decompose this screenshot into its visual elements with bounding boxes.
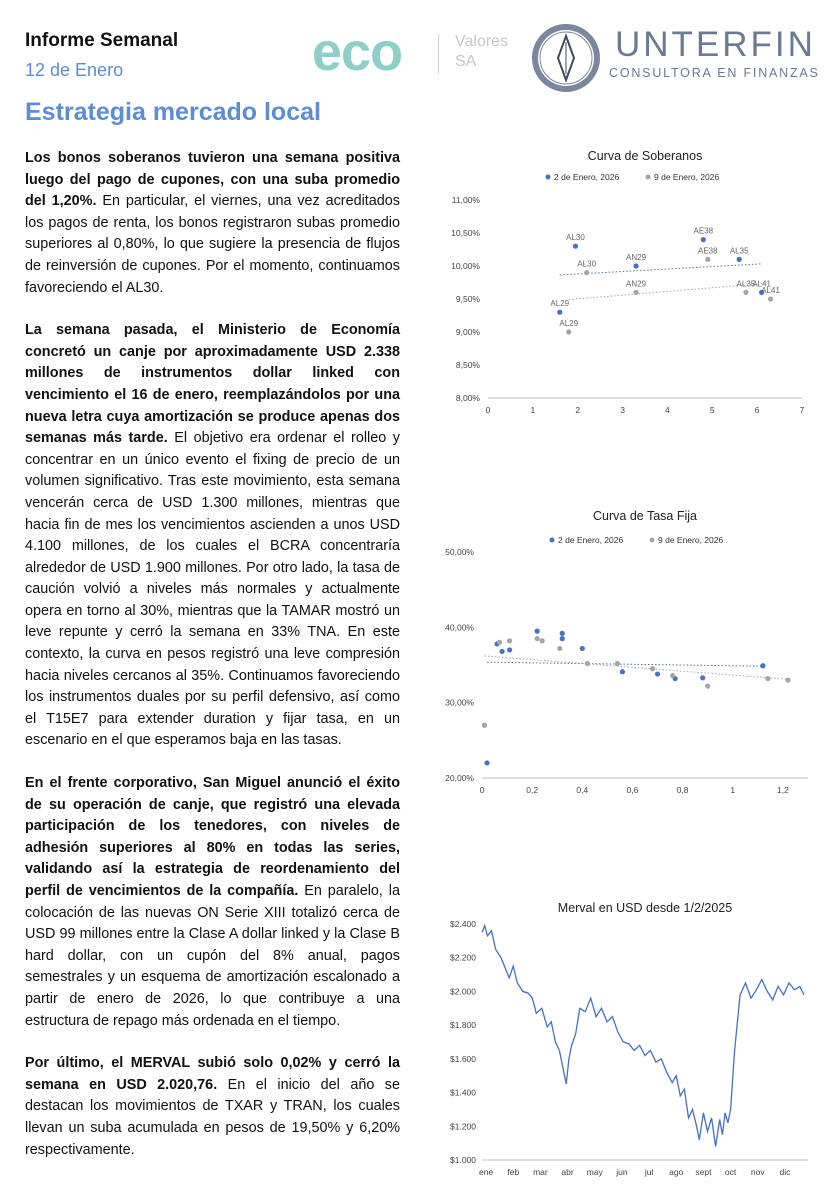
data-label: AE38 [698, 246, 718, 256]
data-point [497, 640, 502, 645]
unterfin-tagline: CONSULTORA EN FINANZAS [609, 66, 820, 80]
series-line [482, 926, 804, 1147]
y-tick-label: 40,00% [445, 622, 474, 633]
y-tick-label: $1.000 [450, 1155, 476, 1165]
data-point [585, 661, 590, 666]
x-tick-label: oct [724, 1167, 737, 1177]
data-point [620, 669, 625, 674]
paragraph-debt-swap [25, 320, 400, 752]
data-point [557, 646, 562, 651]
data-label: AL29 [559, 319, 579, 328]
data-point [573, 244, 578, 249]
legend-marker [550, 538, 555, 543]
x-tick-label: dic [779, 1167, 791, 1177]
x-tick-label: sept [695, 1167, 712, 1177]
data-point [760, 663, 765, 668]
data-point [705, 683, 710, 688]
legend-marker [546, 175, 551, 180]
paragraph-merval [25, 1053, 400, 1161]
y-tick-label: 50,00% [445, 547, 474, 557]
legend-label: 2 de Enero, 2026 [558, 535, 624, 545]
x-tick-label: 0,8 [676, 785, 689, 795]
eco-logo-divider [438, 34, 439, 74]
y-tick-label: $1.200 [450, 1121, 476, 1132]
paragraph-body: En el inicio del año se destacan los movimientos de TXAR y TRAN, los cuales llevan un suba acumulada en pesos de 19,50% y 6,20% respectivamente. [25, 1076, 400, 1158]
y-tick-label: 20,00% [445, 773, 474, 783]
data-label: AL41 [761, 286, 780, 295]
paragraph-body: En particular, el viernes, una vez acreditados los pagos de renta, los bonos registraron subas promedio superiores al 0,80%, lo que sugiere la presencia de flujos de reinversión de cupones. Por el momento, continuamos favoreciendo el AL30. [25, 193, 401, 296]
legend-label: 9 de Enero, 2026 [654, 172, 720, 182]
data-point [580, 646, 585, 651]
x-tick-label: feb [507, 1167, 520, 1177]
data-point [560, 631, 565, 636]
x-tick-label: 0,6 [626, 785, 639, 795]
data-point [655, 671, 660, 676]
x-tick-label: 1 [530, 405, 536, 415]
paragraph-bold-lead: Por último, el MERVAL subió solo 0,02% y cerró la semana en USD 2.020,76. [25, 1055, 400, 1093]
x-tick-label: 0 [485, 405, 491, 415]
legend-marker [650, 538, 655, 543]
paragraph-bold-lead: La semana pasada, el Ministerio de Economía concretó un canje por aproximadamente USD 2.338 millones de instrumentos dollar linked con vencimiento el 16 de enero, reemplazándolos por una nueva letra cuya amortización se produce apenas dos semanas más tarde. [25, 322, 400, 447]
eco-logo: eco [312, 22, 403, 82]
data-point [650, 666, 655, 671]
paragraph-bold-lead: Los bonos soberanos tuvieron una semana positiva luego del pago de cupones, con una suba promedio del 1,20%. [25, 150, 400, 210]
article-body [25, 148, 400, 1182]
data-point [535, 636, 540, 641]
y-tick-label: 10,50% [451, 228, 480, 238]
x-tick-label: jun [616, 1167, 628, 1177]
x-tick-label: mar [533, 1167, 548, 1177]
y-tick-label: 30,00% [445, 697, 474, 708]
chart-title: Curva de Soberanos [587, 149, 703, 163]
y-tick-label: $2.200 [450, 952, 476, 963]
x-tick-label: 5 [709, 405, 715, 415]
x-tick-label: 7 [799, 405, 805, 415]
chart-title: Merval en USD desde 1/2/2025 [557, 901, 733, 915]
y-tick-label: 9,00% [455, 327, 480, 337]
x-tick-label: 0,4 [576, 785, 589, 795]
chart-fixed-rate-curve [430, 500, 840, 810]
unterfin-seal-icon [530, 22, 602, 94]
y-tick-label: $2.000 [450, 986, 476, 997]
y-tick-label: 8,00% [455, 393, 480, 403]
x-tick-label: 3 [620, 405, 625, 415]
trendline-0 [487, 662, 763, 666]
data-label: AL29 [550, 299, 570, 309]
data-label: AN29 [626, 279, 647, 289]
data-label: AL41 [752, 279, 771, 289]
y-tick-label: $2.400 [450, 919, 476, 929]
x-tick-label: abr [561, 1167, 574, 1177]
data-point [633, 263, 638, 268]
data-label: AL35 [736, 279, 756, 289]
x-tick-label: 0,2 [526, 785, 539, 795]
report-title: Informe Semanal [25, 30, 179, 51]
data-point [584, 270, 589, 275]
data-point [566, 329, 571, 334]
legend-label: 2 de Enero, 2026 [554, 172, 620, 182]
data-point [560, 636, 565, 641]
y-tick-label: $1.400 [450, 1087, 476, 1098]
data-point [484, 760, 489, 765]
x-tick-label: 1,2 [777, 785, 789, 795]
section-title: Estrategia mercado local [25, 98, 321, 126]
unterfin-name: UNTERFIN [615, 25, 816, 64]
y-tick-label: 8,50% [455, 360, 480, 370]
legend-marker [646, 175, 651, 180]
paragraph-sovereign-bonds [25, 148, 400, 299]
data-label: AN29 [626, 253, 647, 262]
x-tick-label: may [586, 1167, 603, 1177]
y-tick-label: 11,00% [451, 195, 480, 205]
y-tick-label: 9,50% [455, 294, 480, 304]
data-point [701, 237, 706, 242]
x-tick-label: 4 [665, 405, 670, 415]
data-label: AL35 [729, 246, 749, 256]
x-tick-label: ene [478, 1167, 494, 1177]
x-tick-label: 2 [575, 405, 581, 415]
x-tick-label: 0 [479, 785, 485, 795]
data-point [737, 257, 742, 262]
x-tick-label: ago [669, 1167, 684, 1177]
legend-label: 9 de Enero, 2026 [658, 535, 724, 545]
data-point [700, 675, 705, 680]
data-point [785, 677, 790, 682]
data-point [507, 638, 512, 643]
eco-subtitle-line2: SA [455, 53, 477, 70]
data-point [482, 723, 487, 728]
data-point [768, 296, 773, 301]
data-point [705, 257, 710, 262]
data-point [507, 647, 512, 652]
data-point [540, 638, 545, 643]
paragraph-corporate [25, 773, 400, 1032]
trendline-1 [485, 656, 788, 679]
data-point [670, 673, 675, 678]
data-label: AL30 [566, 233, 585, 243]
data-point [743, 290, 748, 295]
eco-logo-subtitle [455, 32, 508, 72]
data-point [615, 661, 620, 666]
data-label: AL30 [577, 259, 597, 269]
x-tick-label: nov [750, 1167, 765, 1177]
data-point [535, 629, 540, 634]
data-point [633, 290, 638, 295]
x-tick-label: 6 [754, 405, 760, 415]
paragraph-body: El objetivo era ordenar el rolleo y concentrar en un único evento el fixing de precio de un volumen significativo. Tras este movimiento, esta semana vencerán cerca de USD 1.300 millones, mientras que hacia fin de mes los vencimientos ascienden a unos USD 4.100 millones, de los cuales el BCRA concentraría alrededor de USD 1.900 millones. Por otro lado, la tasa de caución volvió a niveles más normales y actualmente opera en torno al 30%, mientras que la TAMAR mostró un leve repunte y cerró la semana en 33% TNA. En este contexto, la curva en pesos registró una leve compresión hacia niveles cercanos al 35%. Continuamos favoreciendo los instrumentos duales por su perfil defensivo, así como el T15E7 para extender duration y fijar tasa, en un escenario en el que esperamos baja en las tasas. [25, 430, 400, 749]
chart-merval-usd [430, 890, 840, 1190]
eco-subtitle-line1: Valores [455, 33, 509, 50]
report-date: 12 de Enero [25, 60, 124, 80]
paragraph-bold-lead: En el frente corporativo, San Miguel anunció el éxito de su operación de canje, que registró una elevada participación de los tenedores, con niveles de adhesión superiores al 80% en todas las series, validando así la estrategia de reordenamiento del perfil de vencimientos de la compañía. [25, 775, 400, 899]
data-label: AE38 [693, 226, 714, 236]
y-tick-label: $1.800 [450, 1020, 476, 1031]
y-tick-label: 10,00% [451, 261, 480, 271]
paragraph-body: En paralelo, la colocación de las nuevas ON Serie XIII totalizó cerca de USD 99 millones entre la Clase A dollar linked y la Clase B hard dollar, con un cupón del 8% anual, pagos semestrales y un esquema de amortización escalonado a partir de enero de 2026, lo que contribuye a una estructura de repago más ordenada en el tiempo. [25, 883, 400, 1029]
data-point [499, 649, 504, 654]
data-point [557, 310, 562, 315]
x-tick-label: 1 [730, 785, 736, 795]
x-tick-label: jul [644, 1167, 654, 1177]
y-tick-label: $1.600 [450, 1053, 476, 1064]
chart-sovereign-curve [430, 140, 840, 430]
data-point [765, 676, 770, 681]
chart-title: Curva de Tasa Fija [593, 509, 697, 523]
